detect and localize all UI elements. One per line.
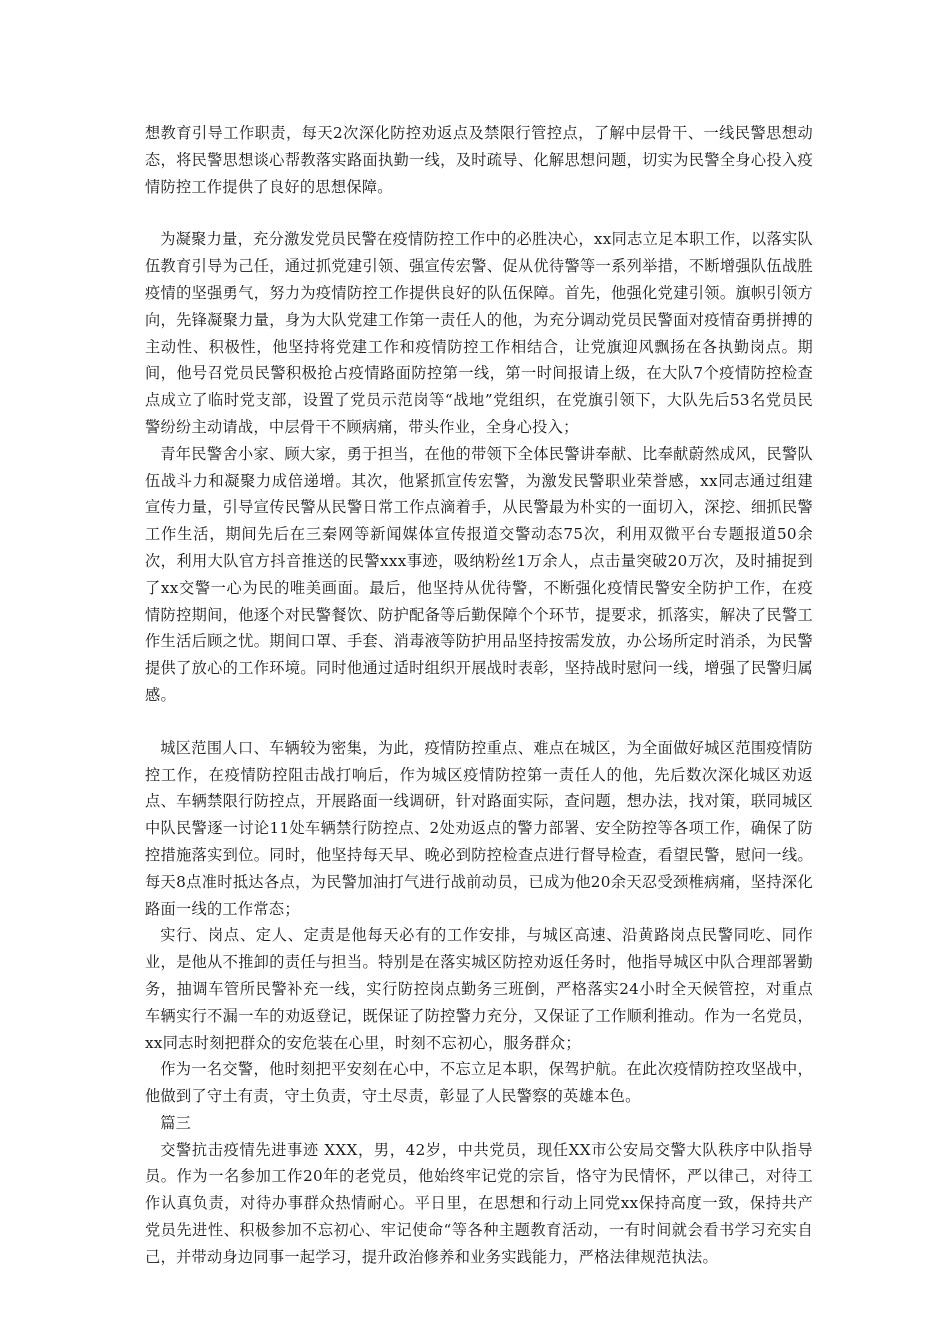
section-heading: 篇三 [160,1113,192,1132]
paragraph-2: 为凝聚力量，充分激发党员民警在疫情防控工作中的必胜决心，xx同志立足本职工作，以落实队伍教育引导为己任，通过抓党建引领、强宣传宏警、促从优待警等一系列举措，不断增强队伍战胜疫情的坚强勇气，努力为疫情防控工作提供良好的队伍保障。首先，他强化党建引领。旗帜引领方向，先锋凝聚力量，身为大队党建工作第一责任人的他，为充分调动党员民警面对疫情奋勇拼搏的主动性、积极性，他坚持将党建工作和疫情防控工作相结合，让党旗迎风飘扬在各执勤岗点。期间，他号召党员民警积极抢占疫情路面防控第一线，第一时间报请上级，在大队7个疫情防控检查点成立了临时党支部，设置了党员示范岗等“战地”党组织，在党旗引领下，大队先后53名党员民警纷纷主动请战，中层骨干不顾病痛，带头作业，全身心投入； [145,230,813,436]
paragraph-3: 青年民警舍小家、顾大家，勇于担当，在他的带领下全体民警讲奉献、比奉献蔚然成风，民警队伍战斗力和凝聚力成倍递增。其次，他紧抓宣传宏警，为激发民警职业荣誉感，xx同志通过组建宣传力量，引导宣传民警从民警日常工作点滴着手，从民警最为朴实的一面切入，深挖、细抓民警工作生活，期间先后在三秦网等新闻媒体宣传报道交警动态75次，利用双微平台专题报道50余次，利用大队官方抖音推送的民警xxx事迹，吸纳粉丝1万余人，点击量突破20万次，及时捕捉到了xx交警一心为民的唯美画面。最后，他坚持从优待警，不断强化疫情民警安全防护工作，在疫情防控期间，他逐个对民警餐饮、防护配备等后勤保障个个环节，提要求，抓落实，解决了民警工作生活后顾之忧。期间口罩、手套、消毒液等防护用品坚持按需发放，办公场所定时消杀，为民警提供了放心的工作环境。同时他通过适时组织开展战时表彰，坚持战时慰问一线，增强了民警归属感。 [145,444,813,704]
paragraph-gap [145,709,813,735]
paragraph-5: 实行、岗点、定人、定责是他每天必有的工作安排，与城区高速、沿黄路岗点民警同吃、同作业，是他从不推卸的责任与担当。特别是在落实城区防控劝返任务时，他指导城区中队合理部署勤务，抽调车管所民警补充一线，实行防控岗点勤务三班倒，严格落实24小时全天候管控，对重点车辆实行不漏一车的劝返登记，既保证了防控警力充分，又保证了工作顺利推动。作为一名党员，xx同志时刻把群众的安危装在心里，时刻不忘初心，服务群众； [145,926,813,1052]
paragraph-4: 城区范围人口、车辆较为密集，为此，疫情防控重点、难点在城区，为全面做好城区范围疫情防控工作，在疫情防控阻击战打响后，作为城区疫情防控第一责任人的他，先后数次深化城区劝返点、车辆禁限行防控点，开展路面一线调研，针对路面实际，查问题，想办法，找对策，联同城区中队民警逐一讨论11处车辆禁行防控点、2处劝返点的警力部署、安全防控等各项工作，确保了防控措施落实到位。同时，他坚持每天早、晚必到防控检查点进行督导检查，看望民警，慰问一线。每天8点准时抵达各点，为民警加油打气进行战前动员，已成为他20余天忍受颈椎病痛，坚持深化路面一线的工作常态； [145,738,813,918]
paragraph-6: 作为一名交警，他时刻把平安刻在心中，不忘立足本职，保驾护航。在此次疫情防控攻坚战中，他做到了守土有责，守土负责，守土尽责，彰显了人民警察的英雄本色。 [145,1060,813,1106]
paragraph-gap [145,200,813,226]
document-body [145,120,813,1271]
paragraph-1: 想教育引导工作职责，每天2次深化防控劝返点及禁限行管控点，了解中层骨干、一线民警思想动态，将民警思想谈心帮教落实路面执勤一线，及时疏导、化解思想问题，切实为民警全身心投入疫情防控工作提供了良好的思想保障。 [145,124,813,196]
paragraph-7: 交警抗击疫情先进事迹 XXX，男，42岁，中共党员，现任XX市公安局交警大队秩序中队指导员。作为一名参加工作20年的老党员，他始终牢记党的宗旨，恪守为民情怀，严以律己，对待工作认真负责，对待办事群众热情耐心。平日里，在思想和行动上同党xx保持高度一致，保持共产党员先进性、积极参加不忘初心、牢记使命“等各种主题教育活动，一有时间就会看书学习充实自己，并带动身边同事一起学习，提升政治修养和业务实践能力，严格法律规范执法。 [145,1140,813,1266]
